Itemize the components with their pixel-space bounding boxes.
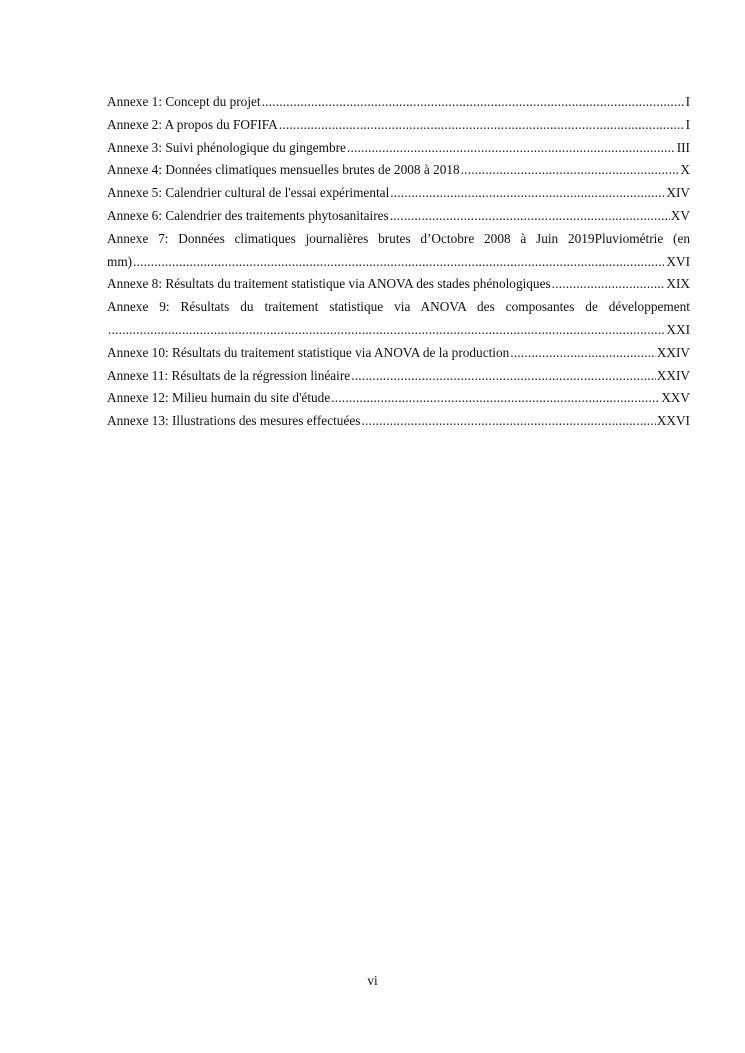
- toc-entry-annexe-6[interactable]: [107, 205, 690, 228]
- toc-entry-annexe-8[interactable]: [107, 273, 690, 296]
- dot-leader: [390, 205, 670, 228]
- toc-entry-annexe-12[interactable]: [107, 387, 690, 410]
- toc-entry-annexe-11[interactable]: [107, 365, 690, 388]
- page-number: vi: [367, 973, 378, 988]
- toc-entry-page: XV: [670, 207, 690, 223]
- dot-leader: [461, 159, 680, 182]
- toc-entry-title: Annexe 5: Calendrier cultural de l'essai expérimental: [107, 185, 390, 201]
- toc-entry-annexe-9[interactable]: [107, 296, 690, 342]
- toc-entry-page: XIV: [666, 185, 690, 201]
- toc-entry-title: Annexe 6: Calendrier des traitements phytosanitaires: [107, 207, 389, 223]
- toc-entry-page: X: [680, 162, 690, 178]
- toc-entry-annexe-13[interactable]: [107, 410, 690, 433]
- dot-leader: [133, 251, 665, 274]
- toc-entry-title: Annexe 3: Suivi phénologique du gingembre: [107, 139, 346, 155]
- dot-leader: [510, 342, 655, 365]
- toc-entry-title: Annexe 12: Milieu humain du site d'étude: [107, 390, 331, 406]
- dot-leader: [279, 114, 685, 137]
- toc-entry-page: XXVI: [656, 413, 690, 429]
- toc-entry-page: XIX: [666, 276, 690, 292]
- toc-entry-title: Annexe 10: Résultats du traitement statistique via ANOVA de la production: [107, 344, 510, 360]
- toc-entry-title: Annexe 1: Concept du projet: [107, 94, 261, 109]
- toc-entry-title: Annexe 13: Illustrations des mesures effectuées: [107, 413, 361, 429]
- dot-leader: [351, 365, 656, 388]
- toc-entry-annexe-7[interactable]: [107, 228, 690, 274]
- toc-entry-title: Annexe 2: A propos du FOFIFA: [107, 116, 278, 132]
- dot-leader: [361, 410, 655, 433]
- toc-entry-page: XVI: [666, 253, 690, 269]
- toc-entry-page: XXIV: [656, 344, 690, 360]
- toc-entry-annexe-1[interactable]: [107, 91, 690, 114]
- toc-entry-title-line-1: Annexe 7: Données climatiques journalières brutes d’Octobre 2008 à Juin 2019Pluviométrie (en: [107, 230, 690, 246]
- toc-entry-page: XXI: [666, 321, 690, 337]
- dot-leader: [390, 182, 665, 205]
- toc-entry-title: Annexe 4: Données climatiques mensuelles brutes de 2008 à 2018: [107, 162, 460, 178]
- toc-entry-continuation: [107, 319, 690, 342]
- toc-entry-annexe-3[interactable]: [107, 137, 690, 160]
- toc-entry-title-line-2: mm): [107, 253, 133, 269]
- dot-leader: [552, 273, 666, 296]
- toc-entry-annexe-10[interactable]: [107, 342, 690, 365]
- toc-entry-title: Annexe 11: Résultats de la régression linéaire: [107, 367, 351, 383]
- toc-entry-continuation: [107, 251, 690, 274]
- toc-entry-title: Annexe 8: Résultats du traitement statistique via ANOVA des stades phénologiques: [107, 276, 551, 292]
- dot-leader: [262, 91, 685, 114]
- toc-entry-annexe-4[interactable]: [107, 159, 690, 182]
- toc-entry-page: I: [685, 116, 690, 132]
- dot-leader: [108, 319, 665, 342]
- toc-entry-page: I: [685, 94, 690, 109]
- toc-entry-page: III: [676, 139, 690, 155]
- toc-entry-annexe-5[interactable]: [107, 182, 690, 205]
- dot-leader: [331, 387, 660, 410]
- dot-leader: [347, 137, 676, 160]
- toc-entry-title-line-1: Annexe 9: Résultats du traitement statistique via ANOVA des composantes de développement: [107, 299, 690, 315]
- toc-entry-page: XXV: [661, 390, 690, 406]
- table-of-annexes: [107, 91, 690, 433]
- toc-entry-annexe-2[interactable]: [107, 114, 690, 137]
- toc-entry-page: XXIV: [656, 367, 690, 383]
